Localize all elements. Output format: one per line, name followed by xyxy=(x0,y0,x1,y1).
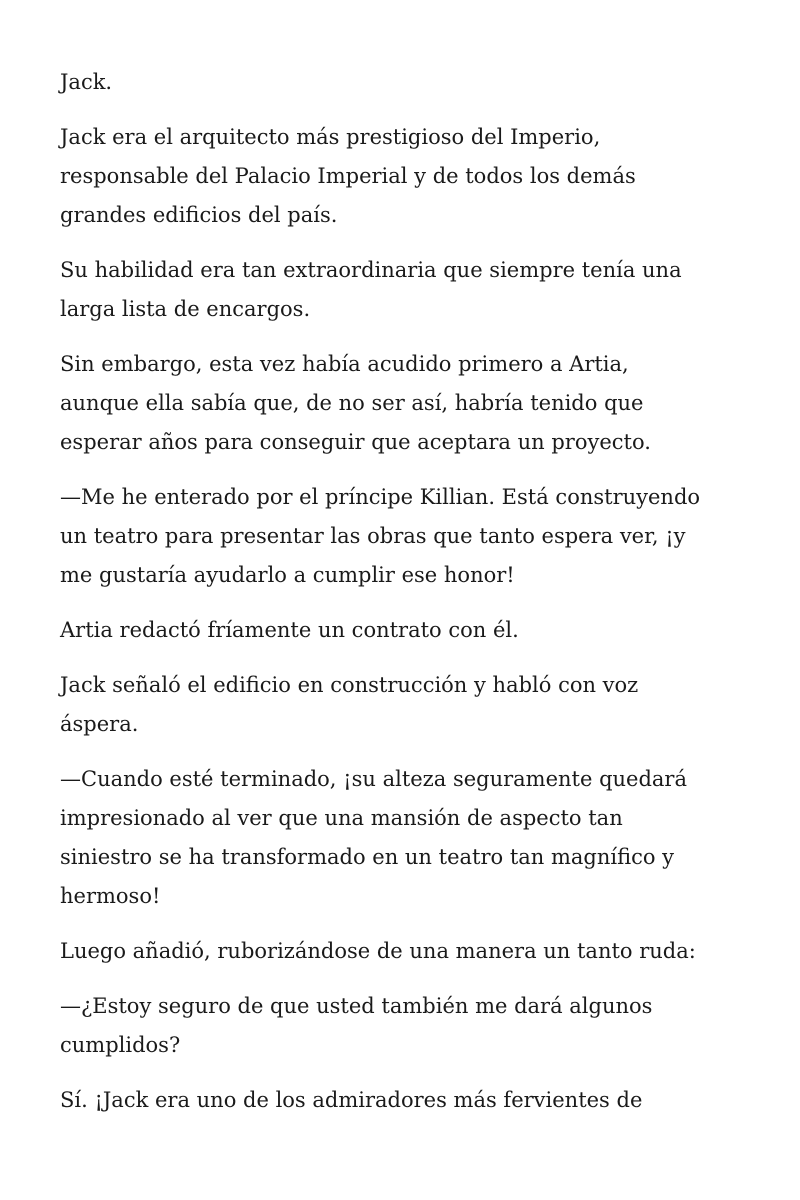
paragraph xyxy=(60,1081,760,1120)
text-line: Sí. ¡Jack era uno de los admiradores más fervientes de xyxy=(60,1088,643,1112)
paragraph xyxy=(60,345,760,462)
text-line: un teatro para presentar las obras que tanto espera ver, ¡y xyxy=(60,524,686,548)
text-line: Su habilidad era tan extraordinaria que siempre tenía una xyxy=(60,258,682,282)
text-line: Sin embargo, esta vez había acudido primero a Artia, xyxy=(60,352,629,376)
text-line: aunque ella sabía que, de no ser así, habría tenido que xyxy=(60,391,644,415)
text-line: cumplidos? xyxy=(60,1033,181,1057)
text-line: Jack señaló el edificio en construcción y habló con voz xyxy=(60,673,639,697)
text-line: me gustaría ayudarlo a cumplir ese honor! xyxy=(60,563,515,587)
paragraph xyxy=(60,118,760,235)
text-line: esperar años para conseguir que aceptara un proyecto. xyxy=(60,430,651,454)
text-line: siniestro se ha transformado en un teatro tan magnífico y xyxy=(60,845,675,869)
text-line: —¿Estoy seguro de que usted también me dará algunos xyxy=(60,994,653,1018)
text-line: Jack era el arquitecto más prestigioso del Imperio, xyxy=(60,125,601,149)
paragraph xyxy=(60,478,760,595)
paragraph xyxy=(60,251,760,329)
paragraph xyxy=(60,63,760,102)
paragraph xyxy=(60,666,760,744)
text-line: áspera. xyxy=(60,712,139,736)
text-line: —Cuando esté terminado, ¡su alteza seguramente quedará xyxy=(60,767,687,791)
text-line: hermoso! xyxy=(60,884,161,908)
text-line: —Me he enterado por el príncipe Killian. Está construyendo xyxy=(60,485,701,509)
text-line: impresionado al ver que una mansión de aspecto tan xyxy=(60,806,623,830)
text-line: responsable del Palacio Imperial y de todos los demás xyxy=(60,164,636,188)
text-line: Jack. xyxy=(60,70,113,94)
text-line: larga lista de encargos. xyxy=(60,297,311,321)
paragraph xyxy=(60,611,760,650)
paragraph xyxy=(60,987,760,1065)
text-line: grandes edificios del país. xyxy=(60,203,338,227)
paragraph xyxy=(60,932,760,971)
text-line: Artia redactó fríamente un contrato con él. xyxy=(60,618,519,642)
text-line: Luego añadió, ruborizándose de una manera un tanto ruda: xyxy=(60,939,696,963)
paragraph xyxy=(60,760,760,916)
